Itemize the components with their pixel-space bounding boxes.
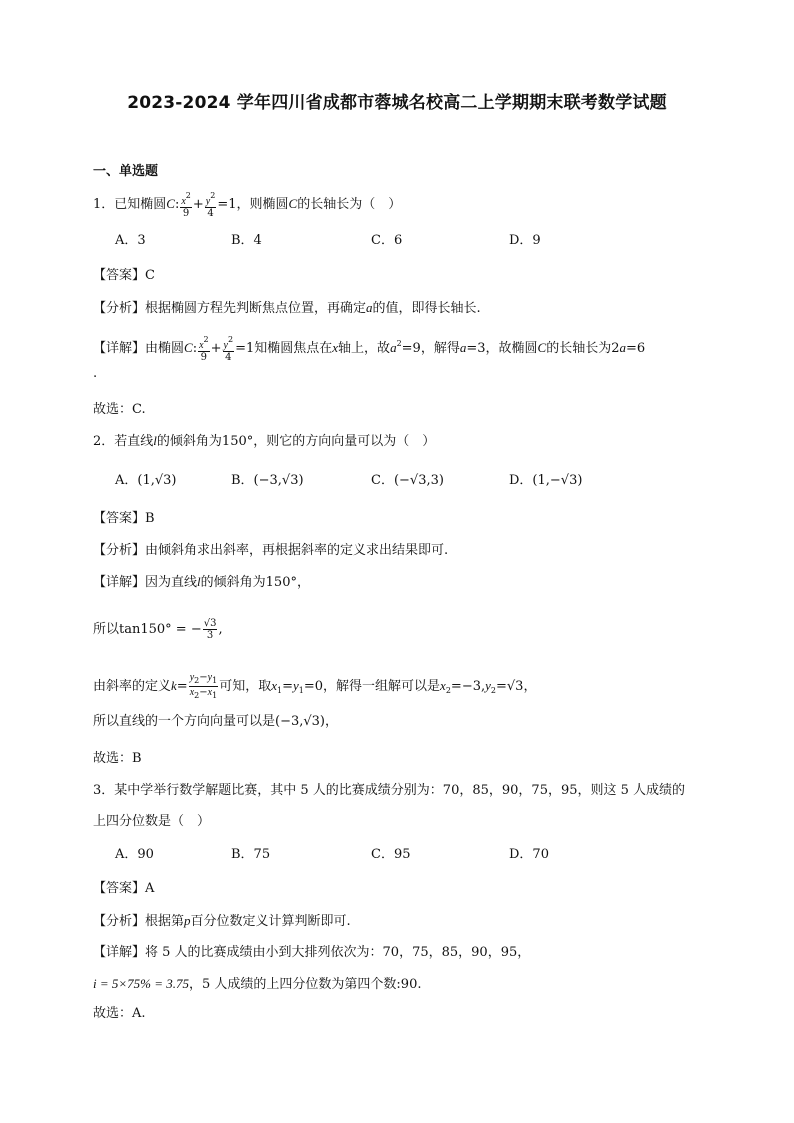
q2-line3-c: ，解得一组解可以是 (323, 679, 441, 694)
q2-option-a[interactable]: A．(1,√3) (115, 473, 177, 488)
q1-analysis-text: 【分析】根据椭圆方程先判断焦点位置，再确定 (93, 301, 367, 316)
q1-option-c[interactable]: C．6 (371, 233, 403, 248)
q2-detail: 【详解】因为直线l的倾斜角为150°， (93, 574, 310, 590)
page-title: 2023-2024 学年四川省成都市蓉城名校高二上学期期末联考数学试题 (127, 93, 667, 113)
q1-stem-mid: ，则椭圆 (236, 197, 289, 212)
q2-conclusion: 故选：B (93, 751, 142, 766)
q2-stem-suffix: ，则它的方向向量可以为（ ） (253, 434, 436, 449)
q2-answer: 【答案】B (93, 511, 155, 526)
q3-conclusion: 故选：A. (93, 1006, 146, 1021)
q2-line3-a: 由斜率的定义 (93, 679, 172, 694)
q1-detail-f: 的长轴长为 (546, 341, 612, 356)
q1-analysis: 【分析】根据椭圆方程先判断焦点位置，再确定a的值，即得长轴长. (93, 300, 481, 316)
q1-option-a[interactable]: A．3 (115, 233, 146, 248)
q3-percentile-calc: i = 5×75% = 3.75 (93, 976, 190, 991)
q1-stem-prefix: 1．已知椭圆 (93, 197, 167, 212)
q3-analysis: 【分析】根据第p百分位数定义计算判断即可. (93, 913, 351, 929)
q1-analysis-suffix: 的值，即得长轴长. (372, 301, 481, 316)
q3-detail-line2 (93, 975, 421, 994)
q1-period: . (93, 366, 98, 381)
q2-line2-prefix: 所以 (93, 622, 120, 637)
q1-conclusion: 故选：C. (93, 402, 146, 417)
q1-answer: 【答案】C (93, 268, 155, 283)
q2-stem-prefix: 2．若直线 (93, 434, 154, 449)
q1-option-b[interactable]: B．4 (231, 233, 262, 248)
q2-detail-b: 的倾斜角为 (200, 575, 266, 590)
q3-analysis-b: 百分位数定义计算判断即可. (190, 914, 351, 929)
q2-line3-b: 可知，取 (219, 679, 272, 694)
q1-stem: 1．已知椭圆C: $\frac{x^2}{9}$ + $\frac{y^2}{4}$ =1，则椭圆C的长轴长为（ ） (93, 191, 402, 219)
q2-direction-line: 所以直线的一个方向向量可以是(−3,√3)， (93, 714, 338, 729)
q1-detail-e: ，故椭圆 (485, 341, 538, 356)
q3-option-a[interactable]: A．90 (115, 847, 154, 862)
q2-option-d[interactable]: D．(1,−√3) (509, 473, 583, 488)
q1-detail-d: ，解得 (420, 341, 460, 356)
q1-option-d[interactable]: D．9 (509, 233, 541, 248)
q2-analysis: 【分析】由倾斜角求出斜率，再根据斜率的定义求出结果即可. (93, 543, 449, 558)
q1-detail: 【详解】由椭圆C: $\frac{x^2}{9}$ + $\frac{y^2}{4}$ =1知椭圆焦点在x轴上，故$a^2=9$，解得a=3，故椭圆C的长轴长为2a=6 (93, 335, 646, 363)
q2-option-b[interactable]: B．(−3,√3) (231, 473, 304, 488)
q2-line3-d: ， (523, 679, 537, 694)
q1-detail-b: 知椭圆焦点在 (254, 341, 333, 356)
q2-stem-mid: 的倾斜角为 (156, 434, 222, 449)
q3-analysis-a: 【分析】根据第 (93, 914, 185, 929)
q3-detail-line2-text: ，5 人成绩的上四分位数为第四个数:90. (189, 977, 422, 992)
q3-option-d[interactable]: D．70 (509, 847, 549, 862)
q1-detail-c: 轴上，故 (338, 341, 391, 356)
q2-detail-a: 【详解】因为直线 (93, 575, 198, 590)
q2-detail-c: ， (296, 575, 310, 590)
q3-stem-line1: 3．某中学举行数学解题比赛，其中 5 人的比赛成绩分别为：70，85，90，75，95，则这 5 人成绩的 (93, 783, 686, 798)
q2-slope-line: 由斜率的定义k= $\frac{y_2-y_1}{x_2-x_1}$ 可知，取$x_1=y_1=0$，解得一组解可以是$x_2=-3,y_2=√3$， (93, 672, 537, 700)
q1-stem-suffix: 的长轴长为（ ） (297, 197, 402, 212)
q3-option-b[interactable]: B．75 (231, 847, 271, 862)
q2-option-c[interactable]: C．(−√3,3) (371, 473, 444, 488)
q2-tan-line: 所以tan150° = − $\frac{√3}{3}$ , (93, 618, 223, 641)
q3-stem-line2: 上四分位数是（ ） (93, 814, 211, 829)
q2-stem: 2．若直线l的倾斜角为150°，则它的方向向量可以为（ ） (93, 433, 436, 449)
q3-option-c[interactable]: C．95 (371, 847, 411, 862)
q3-detail-line1: 【详解】将 5 人的比赛成绩由小到大排列依次为：70，75，85，90，95， (93, 945, 531, 960)
q3-answer: 【答案】A (93, 881, 155, 896)
q1-detail-a: 【详解】由椭圆 (93, 341, 185, 356)
section-heading: 一、单选题 (93, 164, 159, 179)
